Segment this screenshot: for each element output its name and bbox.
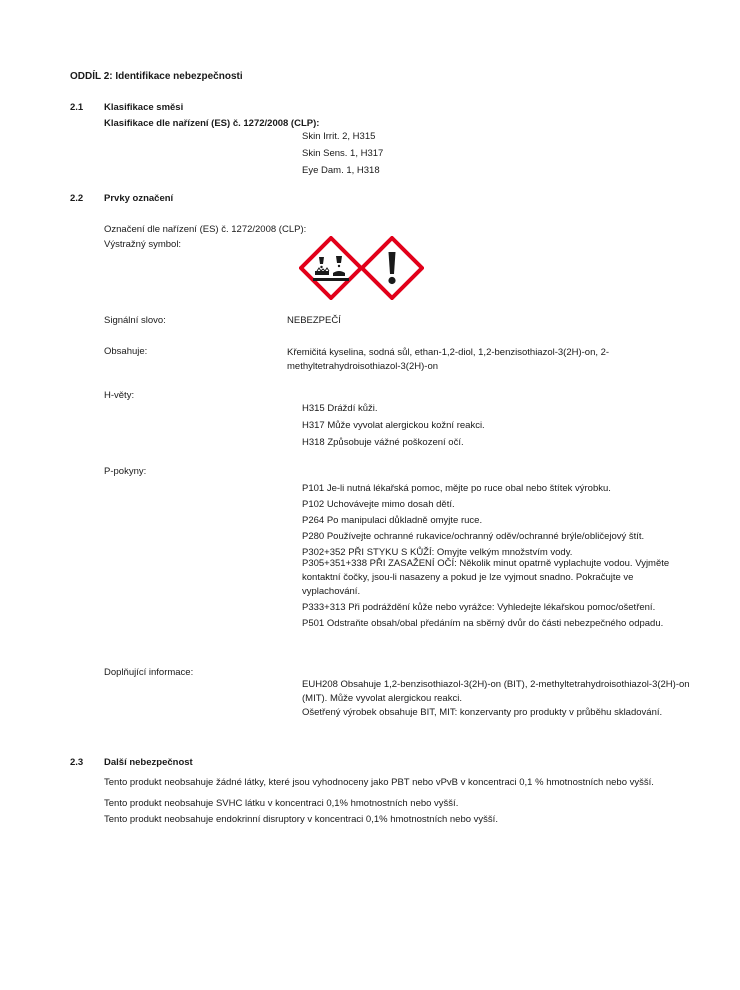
contains-label: Obsahuje: — [104, 346, 148, 357]
classification-item: Skin Sens. 1, H317 — [302, 148, 384, 159]
classification-item: Eye Dam. 1, H318 — [302, 165, 380, 176]
other-hazards-line: Tento produkt neobsahuje žádné látky, které jsou vyhodnoceny jako PBT nebo vPvB v koncentraci 0,1 % hmotnostních nebo vyšší. — [104, 777, 654, 788]
p-statement: P264 Po manipulaci důkladně omyjte ruce. — [302, 515, 483, 526]
classification-list — [302, 128, 383, 179]
corrosion-pictogram-icon — [299, 236, 363, 300]
signal-word-value: NEBEZPEČÍ — [287, 315, 341, 326]
supplementary-euh208: EUH208 Obsahuje 1,2-benzisothiazol-3(2H)-on (BIT), 2-methyltetrahydroisothiazol-3(2H)-on (MIT). Může vyvolat alergickou reakci. — [302, 679, 690, 704]
section-2-2-number: 2.2 — [70, 193, 84, 204]
other-hazards-line: Tento produkt neobsahuje SVHC látku v koncentraci 0,1% hmotnostních nebo vyšší. — [104, 798, 459, 809]
exclamation-pictogram-icon — [360, 236, 424, 300]
p-statements-label: P-pokyny: — [104, 466, 147, 477]
p-statement: P302+352 PŘI STYKU S KŮŽÍ: Omyjte velkým množstvím vody. — [302, 547, 573, 558]
h-statements-label: H-věty: — [104, 390, 135, 401]
section-2-2-title: Prvky označení — [104, 193, 174, 204]
section-2-1-number: 2.1 — [70, 102, 84, 113]
section-2-1-subtitle: Klasifikace dle nařízení (ES) č. 1272/2008 (CLP): — [104, 118, 320, 129]
section-2-1-title: Klasifikace směsi — [104, 102, 184, 113]
supplementary-label: Doplňující informace: — [104, 667, 194, 678]
section-title: ODDÍL 2: Identifikace nebezpečnosti — [70, 71, 243, 82]
contains-value: Křemičitá kyselina, sodná sůl, ethan-1,2-diol, 1,2-benzisothiazol-3(2H)-on, 2-methyltetrahydroisothiazol-3(2H)-on — [287, 347, 610, 372]
section-2-3-title: Další nebezpečnost — [104, 757, 193, 768]
h-statement: H318 Způsobuje vážné poškození očí. — [302, 437, 464, 448]
regulation-label: Označení dle nařízení (ES) č. 1272/2008 (CLP): — [104, 224, 307, 235]
p-statement: P101 Je-li nutná lékařská pomoc, mějte po ruce obal nebo štítek výrobku. — [302, 483, 611, 494]
supplementary-treated-article: Ošetřený výrobek obsahuje BIT, MIT: konzervanty pro produkty v průběhu skladování. — [302, 707, 663, 718]
p-statement: P501 Odstraňte obsah/obal předáním na sběrný dvůr do části nebezpečného odpadu. — [302, 618, 664, 629]
p-statement: P305+351+338 PŘI ZASAŽENÍ OČÍ: Několik minut opatrně vyplachujte vodou. Vyjměte kontaktní čočky, jsou-li nasazeny a pokud je lze vyjmout snadno. Pokračujte ve vyplachování. — [302, 558, 670, 597]
classification-item: Skin Irrit. 2, H315 — [302, 131, 376, 142]
section-2-3-number: 2.3 — [70, 757, 84, 768]
p-statement: P280 Používejte ochranné rukavice/ochranný oděv/ochranné brýle/obličejový štít. — [302, 531, 645, 542]
signal-word-label: Signální slovo: — [104, 315, 166, 326]
symbol-label: Výstražný symbol: — [104, 239, 182, 250]
p-statement: P102 Uchovávejte mimo dosah dětí. — [302, 499, 455, 510]
h-statement: H317 Může vyvolat alergickou kožní reakci. — [302, 420, 485, 431]
h-statement: H315 Dráždí kůži. — [302, 403, 378, 414]
other-hazards-line: Tento produkt neobsahuje endokrinní disruptory v koncentraci 0,1% hmotnostních nebo vyšší. — [104, 814, 498, 825]
h-statements-list — [302, 400, 485, 451]
p-statement: P333+313 Při podráždění kůže nebo vyrážce: Vyhledejte lékařskou pomoc/ošetření. — [302, 602, 656, 613]
